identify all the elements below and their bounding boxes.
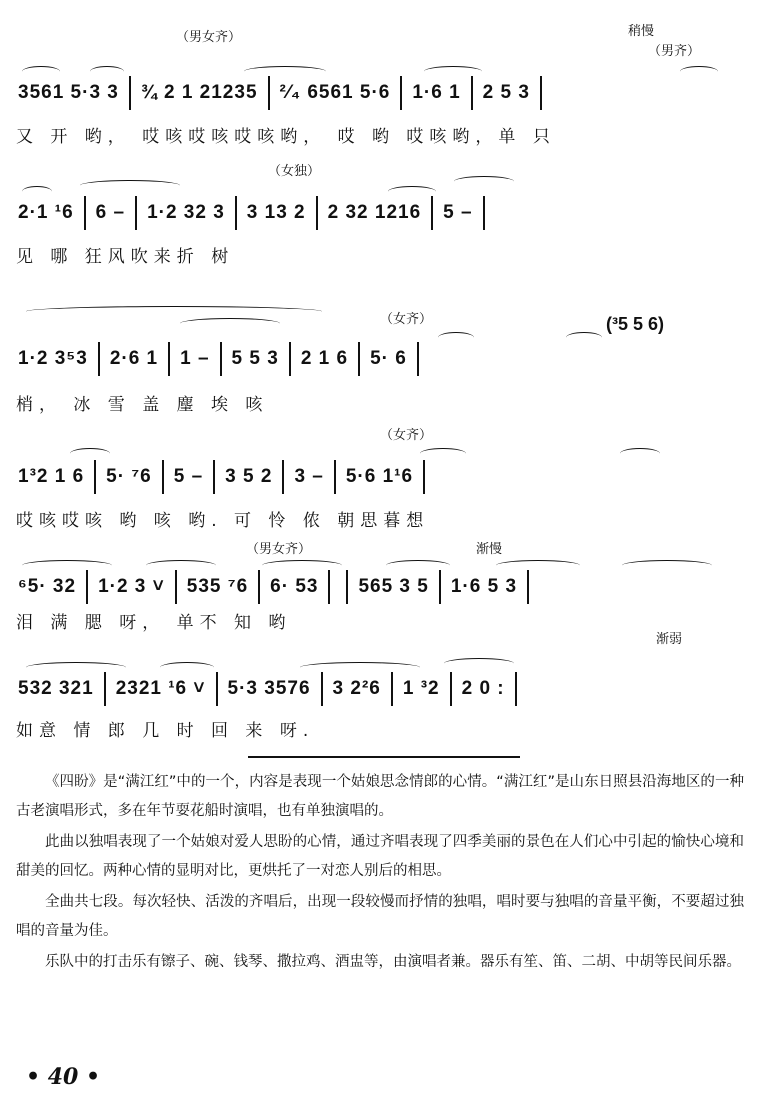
barline [162,460,164,494]
measure: 1 ³2 [402,678,440,699]
performance-marker: （女独） [268,164,321,179]
slur-mark [496,560,580,571]
barline [346,570,348,604]
performance-marker: （男女齐） [246,542,312,557]
slur-mark [160,662,214,673]
barline [540,76,542,110]
performance-marker: （女齐） [380,312,433,327]
slur-mark [90,66,124,77]
measure: 532 321 [18,678,94,699]
barline [86,570,88,604]
slur-mark [22,66,60,77]
measure: 2·6 1 [109,348,159,369]
score-system [0,140,759,267]
notation-row [16,462,736,492]
measure: 2 0 : [461,678,505,699]
barline [168,342,170,376]
slur-mark [680,66,718,77]
commentary-paragraph: 全曲共七段。每次轻快、活泼的齐唱后，出现一段较慢而抒情的独唱，唱时要与独唱的音量平衡，不要超过独唱的音量为佳。 [16,894,744,939]
commentary [16,768,744,979]
measure: 535 ⁷6 [186,576,249,597]
notation-row [16,674,736,704]
measure: 1³2 1 6 [18,466,85,487]
slur-mark [300,662,420,673]
measure: 5·3 3576 [227,678,311,699]
slur-mark [180,318,280,329]
measure: 5· 6 [370,348,407,369]
measure: 2 5 3 [482,82,530,103]
measure: 2·1 ¹6 [18,202,74,223]
barline [423,460,425,494]
barline [515,672,517,706]
score-system [0,262,759,415]
slur-mark [80,180,180,191]
measure: ⁶5· 32 [18,576,77,597]
barline [334,460,336,494]
measure: 3561 5·3 3 [18,82,119,103]
slur-mark [424,66,482,77]
measure: 1·6 1 [412,82,461,103]
lyrics-row: 又 开 哟， 哎咳哎咳哎咳哟， 哎 哟 哎咳哟，单 只 [16,127,556,147]
measure: 1·2 3⁵3 [18,348,88,369]
slur-mark [22,560,112,571]
barline [104,672,106,706]
commentary-paragraph: 此曲以独唱表现了一个姑娘对爱人思盼的心情，通过齐唱表现了四季美丽的景色在人们心中引起的愉快心境和甜美的回忆。两种心情的显明对比，更烘托了一对恋人别后的相思。 [16,834,744,879]
measure: 565 3 5 [358,576,429,597]
measure: 3 13 2 [246,202,306,223]
slur-mark [70,448,110,459]
lyrics-row: 哎咳哎咳 哟 咳 哟. 可 怜 侬 朝思暮想 [16,511,430,531]
slur-mark [622,560,712,571]
slur-mark [566,332,602,343]
notation-row [16,198,736,228]
slur-mark [388,186,436,197]
performance-marker: （女齐） [380,428,433,443]
barline [316,196,318,230]
measure: 3 2²6 [332,678,381,699]
measure: ¾ 2 1 21235 [140,82,258,103]
commentary-paragraph: 《四盼》是“满江红”中的一个，内容是表现一个姑娘思念情郎的心情。“满江红”是山东日照县沿海地区的一种古老演唱形式，多在年节耍花船时演唱，也有单独演唱的。 [16,774,744,819]
slur-mark [454,176,514,187]
barline [282,460,284,494]
barline [328,570,330,604]
measure: 1 – [180,348,210,369]
slur-mark [620,448,660,459]
slur-mark [420,448,466,459]
measure: 2 1 6 [300,348,349,369]
measure: 3 – [294,466,324,487]
measure: 5· ⁷6 [106,466,152,487]
lyrics-row: 如意 情 郎 几 时 回 来 呀. [16,721,315,741]
measure: 5·6 1¹6 [345,466,414,487]
barline [431,196,433,230]
slur-mark [146,560,216,571]
performance-marker: （男齐） [648,44,701,59]
barline [135,196,137,230]
notation-row [16,572,736,602]
measure: 3 5 2 [225,466,273,487]
barline [471,76,473,110]
score-system [0,628,759,746]
measure: 1·2 3 ˅ [98,576,165,597]
barline [289,342,291,376]
barline [358,342,360,376]
score-system [0,18,759,147]
notation-row [16,78,736,108]
barline [527,570,529,604]
measure: 6· 53 [270,576,319,597]
tempo-marker: 渐慢 [476,542,503,557]
measure: 1·2 32 3 [147,202,225,223]
barline [400,76,402,110]
slur-mark [22,186,52,197]
barline [129,76,131,110]
measure: 1·6 5 3 [450,576,518,597]
barline [268,76,270,110]
barline [483,196,485,230]
barline [98,342,100,376]
slur-mark [26,662,126,673]
page-number: • 40 • [26,1064,101,1090]
performance-marker: （男女齐） [176,30,242,45]
barline [450,672,452,706]
measure: 5 5 3 [231,348,279,369]
lyrics-row: 梢， 冰 雪 盖 麈 埃 咳 [16,395,269,415]
slur-mark [444,658,514,669]
barline [175,570,177,604]
barline [94,460,96,494]
barline [417,342,419,376]
tempo-marker: 稍慢 [628,24,655,39]
barline [321,672,323,706]
slur-mark [26,306,322,317]
lyrics-row: 泪 满 腮 呀， 单不 知 哟 [16,613,292,633]
slur-mark [244,66,326,77]
measure: 5 – [443,202,473,223]
barline [235,196,237,230]
measure: 2321 ¹6 ˅ [115,678,206,699]
slur-mark [438,332,474,343]
dynamics-marker: 渐弱 [656,632,683,647]
measure: ²⁄₄ 6561 5·6 [279,82,391,103]
score-system [0,410,759,531]
grace-notes: (³5 5 6) [606,314,665,334]
barline [220,342,222,376]
measure: 2 32 1216 [327,202,422,223]
barline [84,196,86,230]
barline [216,672,218,706]
divider-rule [248,756,520,758]
measure: 5 – [173,466,204,487]
measure: 6 – [95,202,126,223]
barline [439,570,441,604]
barline [258,570,260,604]
barline [391,672,393,706]
lyrics-row: 见 哪 狂风吹来折 树 [16,247,235,267]
barline [213,460,215,494]
notation-row [16,344,736,374]
commentary-paragraph: 乐队中的打击乐有镲子、碗、钱琴、撒拉鸡、酒盅等，由演唱者兼。器乐有笙、笛、二胡、中胡等民间乐器。 [45,954,741,970]
